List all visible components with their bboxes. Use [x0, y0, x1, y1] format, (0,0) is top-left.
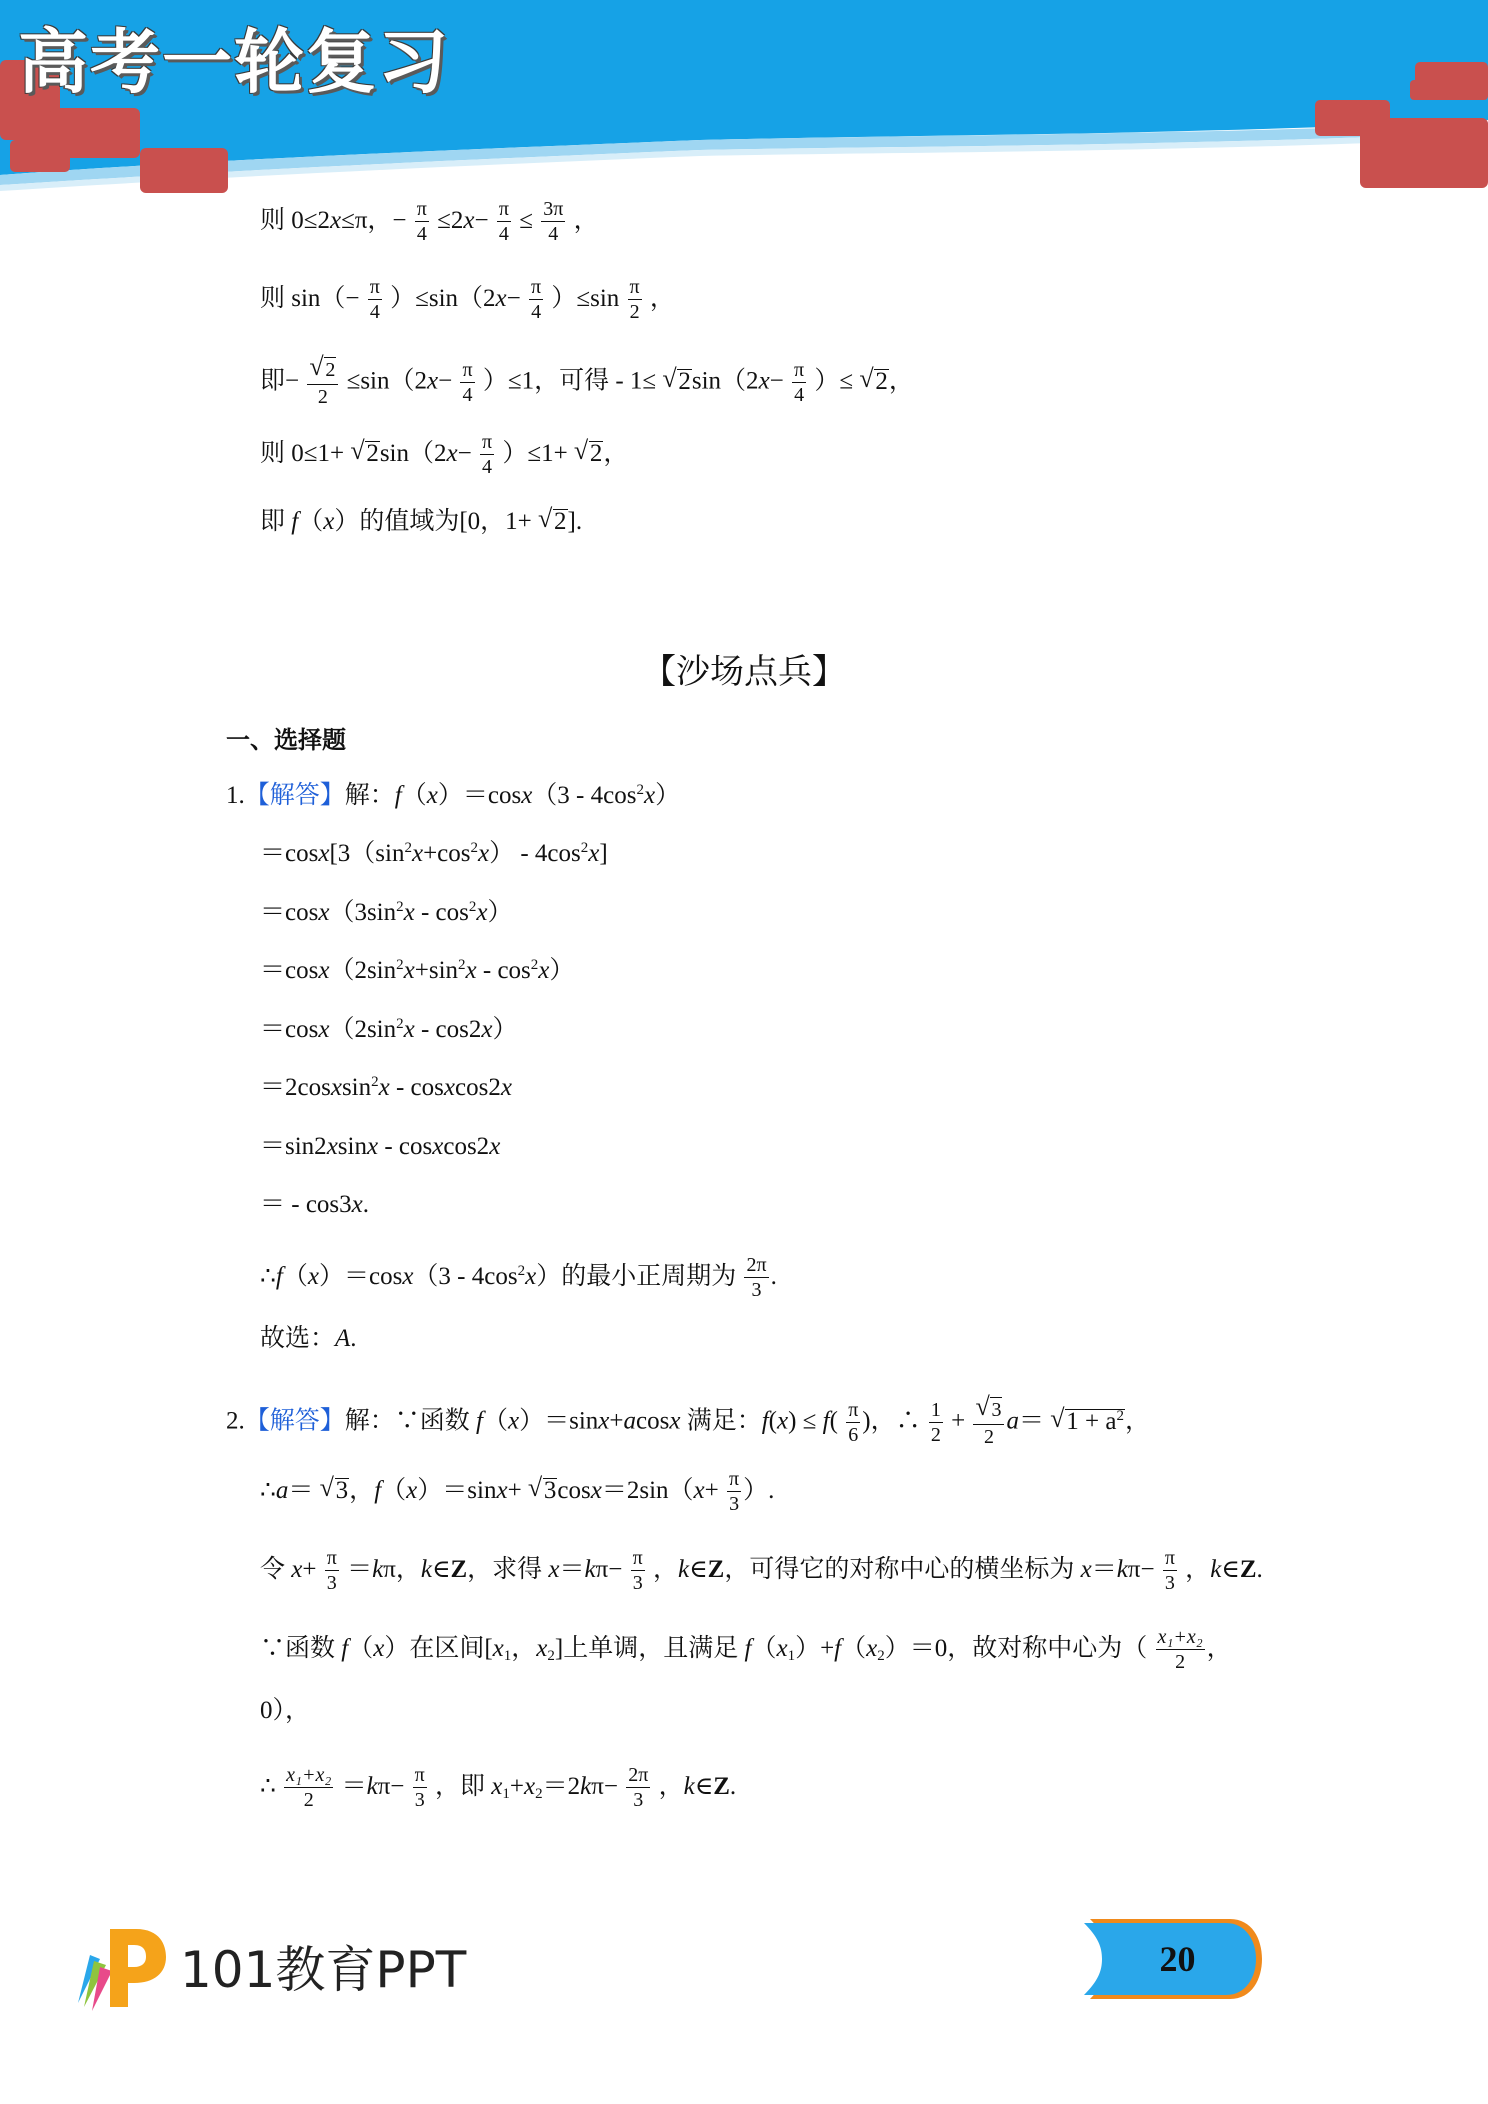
page-number: 20 [1159, 1939, 1196, 1979]
brand-logo-icon [70, 1915, 170, 2015]
q1-line-5: $=\cos x(2\sin^2x - \cos 2x)$ [260, 1016, 518, 1043]
q1-line-7: ＝sin2xsinx - cosxcos2x [260, 1133, 501, 1160]
q1-line-9: ∴f（x）＝cosx（3 - $4\cos^2x$）的最小正周期为 $\frac{2\pi}{3}$ . [260, 1254, 777, 1301]
q1-line-3: $=\cos x(3\sin^2x - \cos^2x)$ [260, 899, 513, 926]
q1-line-8: ＝ - cos3x. [260, 1191, 370, 1218]
answer-tag: 【解答】 [244, 1407, 345, 1435]
q2-line-5: 0）， [260, 1697, 311, 1724]
q2-line-6: ∴ $\frac{\text{x₁+x₂}}{2}$ ＝kπ− $\frac{\pi}{3}$ ，即 $x_1+x_2=2k\pi-$ $\frac{2\pi}{3}$ ，k∈Z. [260, 1764, 737, 1811]
header-title: 高考一轮复习 [18, 21, 450, 103]
prev-line-5: 即 f（x）的值域为[0，1+ √ 2]. [260, 505, 582, 539]
q2-line-1: 2.【解答】解：∵函数 f（x）＝sinx+acosx 满足：f(x) ≤ f( $\frac{\pi}{6}$ )，∴ $\frac{1}{2}$ + √ $\frac{3}{2}$ a＝ √ $1 + a^2$， [226, 1398, 1150, 1448]
footer-brand: 101教育PPT [180, 1941, 467, 1999]
q2-line-4: ∵函数 f（x）在区间[$x_1$，$x_2$]上单调，且满足 $f(x_1)+f(x_2)=0$，故对称中心为（ $\frac{\text{x₁+x₂}}{2}$ ， [260, 1626, 1232, 1673]
prev-line-2: 则 sin（− $\frac{\pi}{4}$ ）≤sin（2x− $\frac{\pi}{4}$ ）≤sin $\frac{\pi}{2}$ ， [260, 276, 675, 323]
q1-line-4: $=\cos x(2\sin^2x+\sin^2x - \cos^2x)$ [260, 957, 575, 984]
q1-line-6: ＝2cosxsin$^2$x - cosxcos2x [260, 1074, 512, 1101]
q2-line-2: ∴a＝ √ 3，f（x）＝sinx+ √ 3cosx＝2sin（x+ $\frac{\pi}{3}$ ）. [260, 1470, 774, 1515]
prev-line-3: 即− √ $\frac{2}{2}$ ≤sin（2x− $\frac{\pi}{4}$ ）≤1，可得 - 1≤ √ 2sin（2x− $\frac{\pi}{4}$ ）≤ √ 2， [260, 358, 914, 408]
q1-line-2: $=\cos x[3(\sin^2x+\cos^2x) - 4\cos^2x]$ [260, 840, 608, 867]
section-title: 【沙场点兵】 [642, 652, 846, 692]
answer-tag: 【解答】 [244, 782, 345, 809]
q2-line-3: 令 x+ $\frac{\pi}{3}$ ＝kπ，k∈Z，求得 x＝kπ− $\frac{\pi}{3}$ ，k∈Z，可得它的对称中心的横坐标为 x＝kπ− $\frac{\pi}{3}$ ，k∈Z. [260, 1547, 1263, 1594]
q1-line-10: 故选：A. [260, 1325, 357, 1352]
q1-line-1: 1.【解答】解：$f(x)=\cos x(3 - 4\cos^2x)$ [226, 782, 681, 809]
heading-multiple-choice: 一、选择题 [226, 726, 346, 754]
prev-line-1: 则 0≤2x≤π，− $\frac{\pi}{4}$ ≤2x− $\frac{\pi}{4}$ ≤ $\frac{3\pi}{4}$ ， [260, 198, 599, 245]
prev-line-4: 则 0≤1+ √ 2sin（2x− $\frac{\pi}{4}$ ）≤1+ √ 2， [260, 433, 628, 478]
